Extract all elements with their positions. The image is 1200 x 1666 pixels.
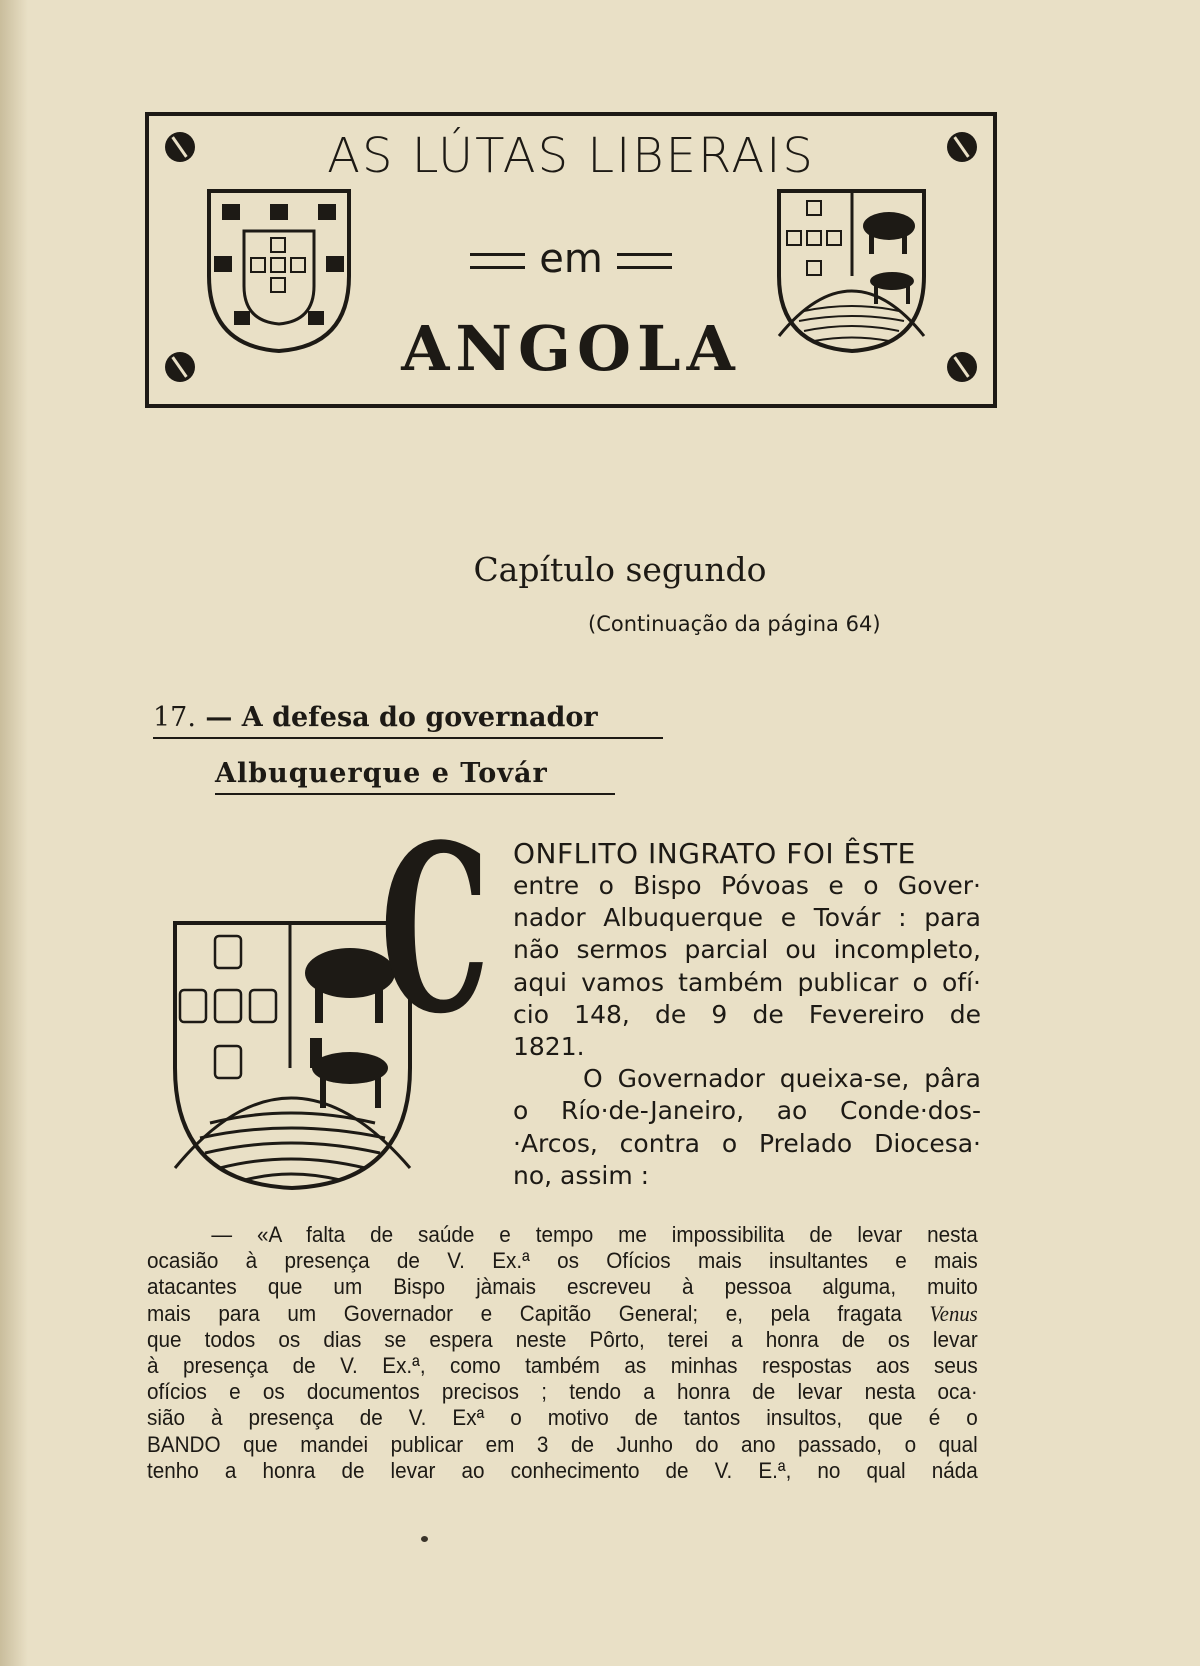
text-line: o Río·de-Janeiro, ao Conde·dos- [513, 1096, 981, 1126]
text-line: que todos os dias se espera neste Pôrto, terei a honra de os levar [147, 1326, 978, 1352]
text-line-part: mais para um Governador e Capitão General; e, pela fragata [147, 1300, 902, 1326]
continuation-note: (Continuação da página 64) [588, 612, 881, 636]
text-line: à presença de V. Ex.ª, como também as minhas respostas aos seus [147, 1353, 978, 1379]
intro-first-line: ONFLITO INGRATO FOI ÊSTE [513, 837, 916, 870]
text-line: entre o Bispo Póvoas e o Gover· [513, 871, 981, 900]
text-line: O Governador queixa-se, pâra [583, 1064, 981, 1094]
section-number: 17. [153, 702, 196, 733]
text-line: aqui vamos também publicar o ofí· [513, 967, 981, 997]
banner-title: AS LÚTAS LIBERAIS [327, 128, 815, 184]
ship-name: Venus [929, 1300, 978, 1326]
text-line: no, assim : [513, 1160, 650, 1190]
portugal-coat-of-arms-icon [204, 186, 354, 356]
text-line: — «A falta de saúde e tempo me impossibilita de levar nesta [211, 1222, 978, 1247]
section-subtitle: Albuquerque e Továr [215, 758, 615, 795]
text-line [147, 1301, 978, 1327]
title-banner [145, 112, 997, 408]
text-line: não sermos parcial ou incompleto, [513, 935, 981, 965]
text-line: 1821. [513, 1032, 585, 1062]
text-line: atacantes que um Bispo jàmais escreveu à pessoa alguma, muito [147, 1274, 978, 1300]
text-line: ofícios e os documentos precisos ; tendo a honra de levar nesta oca· [147, 1379, 978, 1405]
text-line: nador Albuquerque e Továr : para [513, 903, 981, 933]
text-line: sião à presença de V. Exª o motivo de tantos insultos, que é o [147, 1405, 978, 1431]
angola-coat-of-arms-icon [774, 186, 929, 356]
drop-cap: C [380, 795, 490, 1065]
text-line: ocasião à presença de V. Ex.ª os Ofícios mais insultantes e mais [147, 1248, 978, 1274]
text-line: tenho a honra de levar ao conhecimento de V. E.ª, no qual náda [147, 1457, 978, 1483]
banner-angola: ANGOLA [401, 312, 741, 385]
text-line: BANDO que mandei publicar em 3 de Junho do ano passado, o qual [147, 1431, 978, 1457]
chapter-title: Capítulo segundo [473, 550, 767, 589]
section-title: — A defesa do governador [205, 702, 598, 733]
text-line: ·Arcos, contra o Prelado Diocesa· [513, 1128, 981, 1158]
quoted-letter [147, 1222, 978, 1484]
intro-paragraph [513, 838, 981, 1192]
angola-coat-of-arms-illustration [170, 918, 415, 1193]
ink-speck [421, 1536, 428, 1542]
banner-em-text: em [539, 236, 603, 282]
section-heading [153, 702, 663, 739]
text-line: cio 148, de 9 de Fevereiro de [513, 999, 981, 1029]
page-edge-shadow [0, 0, 28, 1666]
